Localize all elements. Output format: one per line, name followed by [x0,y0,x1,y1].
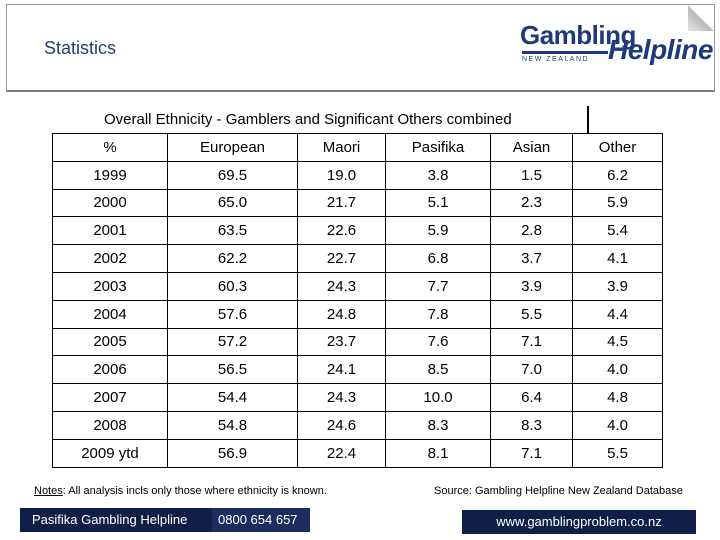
caption-divider [587,106,589,133]
table-cell: 5.4 [573,217,663,245]
logo-word-gambling: Gambling [520,20,636,50]
footer-helpline-bar [20,508,310,532]
table-row [53,439,663,467]
column-header: % [53,134,168,162]
table-cell: 4.0 [573,356,663,384]
table-cell: 24.8 [298,300,386,328]
table-row [53,189,663,217]
table-cell: 57.2 [168,328,298,356]
notes-label: Notes [34,485,63,497]
table-cell: 4.5 [573,328,663,356]
table-cell: 7.0 [491,356,573,384]
row-year-cell: 2001 [53,217,168,245]
table-cell: 3.8 [386,161,491,189]
logo-subtitle: NEW ZEALAND [522,56,590,63]
table-cell: 8.5 [386,356,491,384]
table-cell: 8.1 [386,439,491,467]
table-cell: 5.9 [573,189,663,217]
table-cell: 65.0 [168,189,298,217]
table-cell: 4.4 [573,300,663,328]
table-cell: 5.5 [573,439,663,467]
table-row [53,245,663,273]
table-cell: 54.8 [168,411,298,439]
table-row [53,161,663,189]
table-cell: 7.8 [386,300,491,328]
table-row [53,356,663,384]
table-header-row [53,134,663,162]
table-cell: 5.5 [491,300,573,328]
table-cell: 24.1 [298,356,386,384]
page-title: Statistics [44,38,117,58]
table-cell: 56.9 [168,439,298,467]
table-cell: 62.2 [168,245,298,273]
table-cell: 3.9 [573,272,663,300]
table-cell: 1.5 [491,161,573,189]
table-cell: 57.6 [168,300,298,328]
notes-text: : All analysis incls only those where ethnicity is known. [62,485,327,497]
table-cell: 69.5 [168,161,298,189]
logo-word-helpline: Helpline [608,34,713,65]
column-header: Other [573,134,663,162]
ethnicity-table-container [52,106,662,468]
table-cell: 2.3 [491,189,573,217]
table-cell: 22.6 [298,217,386,245]
gambling-helpline-logo [520,20,713,70]
column-header: Pasifika [386,134,491,162]
table-row [53,300,663,328]
table-caption-row [52,106,662,133]
table-row [53,384,663,412]
notes [34,485,327,497]
row-year-cell: 2002 [53,245,168,273]
table-cell: 7.6 [386,328,491,356]
table-row [53,272,663,300]
table-cell: 23.7 [298,328,386,356]
row-year-cell: 2003 [53,272,168,300]
column-header: Asian [491,134,573,162]
table-cell: 8.3 [491,411,573,439]
table-cell: 5.9 [386,217,491,245]
table-cell: 6.4 [491,384,573,412]
footer-website-link[interactable]: www.gamblingproblem.co.nz [462,510,696,534]
footer-org-name: Pasifika Gambling Helpline [32,512,188,527]
table-cell: 19.0 [298,161,386,189]
table-cell: 7.7 [386,272,491,300]
row-year-cell: 2005 [53,328,168,356]
table-cell: 56.5 [168,356,298,384]
table-cell: 24.3 [298,384,386,412]
logo-underline [522,51,608,54]
table-row [53,328,663,356]
table-cell: 22.4 [298,439,386,467]
table-cell: 60.3 [168,272,298,300]
table-cell: 54.4 [168,384,298,412]
table-cell: 24.3 [298,272,386,300]
table-cell: 5.1 [386,189,491,217]
row-year-cell: 2000 [53,189,168,217]
ethnicity-table [52,133,663,468]
table-caption: Overall Ethnicity - Gamblers and Significant Others combined [104,111,512,128]
column-header: Maori [298,134,386,162]
footer-phone-number: 0800 654 657 [218,512,298,527]
table-cell: 4.8 [573,384,663,412]
table-cell: 21.7 [298,189,386,217]
table-row [53,217,663,245]
table-cell: 63.5 [168,217,298,245]
source-note: Source: Gambling Helpline New Zealand Database [434,485,683,497]
row-year-cell: 2008 [53,411,168,439]
row-year-cell: 2009 ytd [53,439,168,467]
table-cell: 6.8 [386,245,491,273]
row-year-cell: 2007 [53,384,168,412]
table-cell: 3.9 [491,272,573,300]
column-header: European [168,134,298,162]
row-year-cell: 1999 [53,161,168,189]
table-cell: 7.1 [491,328,573,356]
row-year-cell: 2006 [53,356,168,384]
table-cell: 4.0 [573,411,663,439]
table-row [53,411,663,439]
table-cell: 7.1 [491,439,573,467]
table-cell: 6.2 [573,161,663,189]
table-cell: 22.7 [298,245,386,273]
table-cell: 4.1 [573,245,663,273]
table-cell: 10.0 [386,384,491,412]
table-body [53,161,663,467]
table-cell: 3.7 [491,245,573,273]
table-cell: 24.6 [298,411,386,439]
row-year-cell: 2004 [53,300,168,328]
table-cell: 2.8 [491,217,573,245]
table-cell: 8.3 [386,411,491,439]
